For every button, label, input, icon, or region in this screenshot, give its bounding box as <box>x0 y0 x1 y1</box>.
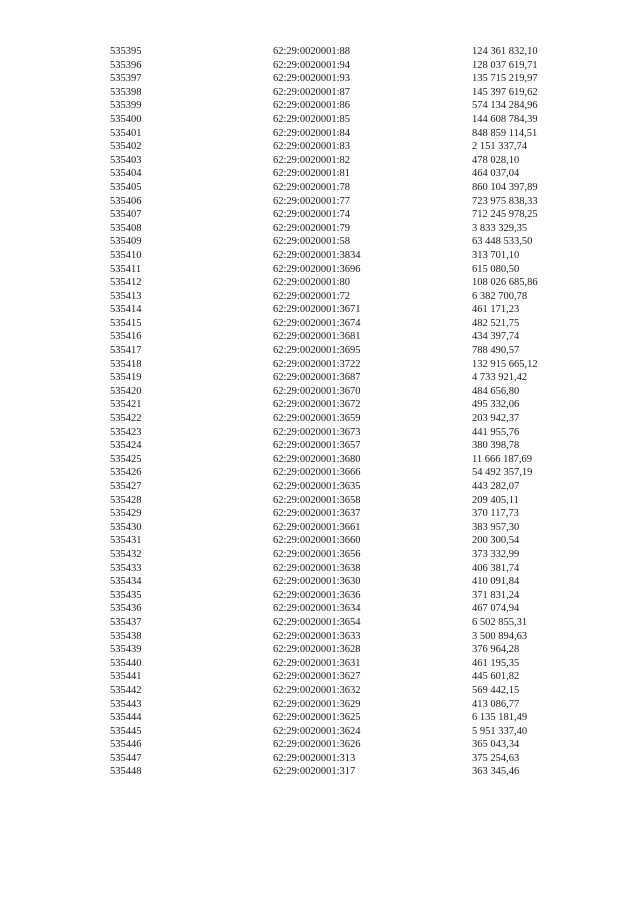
record-number-cell: 535414 <box>110 304 142 316</box>
cadastral-number-cell: 62:29:0020001:84 <box>273 127 351 139</box>
cadastral-number-cell: 62:29:0020001:3654 <box>273 616 361 628</box>
table-row <box>0 208 640 222</box>
table-row <box>0 439 640 453</box>
cadastral-value-cell: 443 282,07 <box>472 481 520 492</box>
table-row <box>0 494 640 508</box>
cadastral-number-cell: 62:29:0020001:3638 <box>273 562 361 574</box>
record-number-cell: 535438 <box>110 630 142 642</box>
table-row <box>0 643 640 657</box>
cadastral-number-cell: 62:29:0020001:3632 <box>273 684 361 696</box>
cadastral-value-cell: 860 104 397,89 <box>472 181 538 193</box>
cadastral-number-cell: 62:29:0020001:3666 <box>273 467 361 479</box>
cadastral-number-cell: 62:29:0020001:3631 <box>273 657 361 669</box>
table-row <box>0 181 640 195</box>
record-number-cell: 535433 <box>110 562 142 574</box>
cadastral-value-cell: 413 086,77 <box>472 698 520 710</box>
table-row <box>0 725 640 739</box>
cadastral-number-cell: 62:29:0020001:3624 <box>273 725 361 737</box>
record-number-cell: 535409 <box>110 236 142 248</box>
table-row <box>0 711 640 725</box>
cadastral-number-cell: 62:29:0020001:3687 <box>273 372 361 384</box>
cadastral-number-cell: 62:29:0020001:81 <box>273 168 351 180</box>
cadastral-value-cell: 209 405,11 <box>472 494 519 506</box>
table-row <box>0 426 640 440</box>
record-number-cell: 535398 <box>110 86 142 98</box>
cadastral-number-cell: 62:29:0020001:3673 <box>273 426 361 438</box>
cadastral-value-cell: 3 833 329,35 <box>472 222 528 234</box>
cadastral-value-cell: 441 955,76 <box>472 426 520 438</box>
record-number-cell: 535427 <box>110 481 142 492</box>
table-row <box>0 317 640 331</box>
record-number-cell: 535435 <box>110 589 142 601</box>
cadastral-value-cell: 406 381,74 <box>472 562 520 574</box>
record-number-cell: 535418 <box>110 358 142 370</box>
record-number-cell: 535397 <box>110 73 142 85</box>
cadastral-value-cell: 203 942,37 <box>472 413 520 425</box>
cadastral-value-cell: 124 361 832,10 <box>472 46 538 57</box>
cadastral-value-table <box>0 45 640 779</box>
cadastral-number-cell: 62:29:0020001:58 <box>273 236 351 248</box>
cadastral-value-cell: 200 300,54 <box>472 535 520 547</box>
table-row <box>0 480 640 494</box>
record-number-cell: 535407 <box>110 209 142 221</box>
record-number-cell: 535410 <box>110 249 142 261</box>
cadastral-value-cell: 723 975 838,33 <box>472 195 538 207</box>
cadastral-value-cell: 495 332,06 <box>472 399 520 411</box>
cadastral-number-cell: 62:29:0020001:3680 <box>273 453 361 465</box>
table-row <box>0 670 640 684</box>
cadastral-value-cell: 4 733 921,42 <box>472 372 528 384</box>
record-number-cell: 535447 <box>110 752 142 764</box>
cadastral-value-cell: 365 043,34 <box>472 739 520 751</box>
cadastral-value-cell: 615 080,50 <box>472 263 520 275</box>
cadastral-number-cell: 62:29:0020001:82 <box>273 154 351 166</box>
table-row <box>0 249 640 263</box>
table-row <box>0 86 640 100</box>
record-number-cell: 535420 <box>110 385 142 397</box>
record-number-cell: 535425 <box>110 453 142 465</box>
cadastral-number-cell: 62:29:0020001:3670 <box>273 385 361 397</box>
record-number-cell: 535441 <box>110 671 142 683</box>
record-number-cell: 535444 <box>110 712 142 724</box>
cadastral-number-cell: 62:29:0020001:74 <box>273 209 351 221</box>
table-row <box>0 548 640 562</box>
cadastral-number-cell: 62:29:0020001:3633 <box>273 630 361 642</box>
record-number-cell: 535408 <box>110 222 142 234</box>
table-row <box>0 358 640 372</box>
table-row <box>0 684 640 698</box>
table-row <box>0 562 640 576</box>
table-row <box>0 657 640 671</box>
cadastral-number-cell: 62:29:0020001:3672 <box>273 399 361 411</box>
cadastral-number-cell: 62:29:0020001:87 <box>273 86 351 98</box>
cadastral-value-cell: 6 502 855,31 <box>472 616 528 628</box>
table-row <box>0 45 640 59</box>
cadastral-number-cell: 62:29:0020001:3659 <box>273 413 361 425</box>
record-number-cell: 535426 <box>110 467 142 479</box>
cadastral-value-cell: 371 831,24 <box>472 589 520 601</box>
cadastral-value-cell: 380 398,78 <box>472 440 520 452</box>
cadastral-value-cell: 478 028,10 <box>472 154 520 166</box>
cadastral-value-cell: 145 397 619,62 <box>472 86 538 98</box>
cadastral-number-cell: 62:29:0020001:3660 <box>273 535 361 547</box>
cadastral-value-cell: 484 656,80 <box>472 385 520 397</box>
table-row <box>0 453 640 467</box>
cadastral-value-cell: 6 382 700,78 <box>472 290 528 302</box>
cadastral-number-cell: 62:29:0020001:3658 <box>273 494 361 506</box>
cadastral-number-cell: 62:29:0020001:3636 <box>273 589 361 601</box>
cadastral-number-cell: 62:29:0020001:3629 <box>273 698 361 710</box>
cadastral-value-cell: 574 134 284,96 <box>472 100 538 112</box>
record-number-cell: 535423 <box>110 426 142 438</box>
table-row <box>0 589 640 603</box>
record-number-cell: 535432 <box>110 548 142 560</box>
record-number-cell: 535413 <box>110 290 142 302</box>
cadastral-value-cell: 3 500 894,63 <box>472 630 528 642</box>
cadastral-number-cell: 62:29:0020001:3628 <box>273 644 361 656</box>
record-number-cell: 535419 <box>110 372 142 384</box>
record-number-cell: 535430 <box>110 521 142 533</box>
cadastral-number-cell: 62:29:0020001:3625 <box>273 712 361 724</box>
table-row <box>0 276 640 290</box>
table-row <box>0 616 640 630</box>
table-row <box>0 507 640 521</box>
table-row <box>0 385 640 399</box>
record-number-cell: 535404 <box>110 168 142 180</box>
cadastral-value-cell: 313 701,10 <box>472 249 520 261</box>
cadastral-value-cell: 410 091,84 <box>472 576 520 588</box>
cadastral-value-cell: 569 442,15 <box>472 684 520 696</box>
cadastral-number-cell: 62:29:0020001:3834 <box>273 249 361 261</box>
cadastral-value-cell: 848 859 114,51 <box>472 127 538 139</box>
cadastral-value-cell: 788 490,57 <box>472 345 520 357</box>
cadastral-value-cell: 5 951 337,40 <box>472 725 528 737</box>
table-row <box>0 765 640 779</box>
cadastral-value-cell: 6 135 181,49 <box>472 712 528 724</box>
record-number-cell: 535443 <box>110 698 142 710</box>
record-number-cell: 535446 <box>110 739 142 751</box>
cadastral-number-cell: 62:29:0020001:3722 <box>273 358 361 370</box>
record-number-cell: 535400 <box>110 113 142 125</box>
cadastral-value-cell: 373 332,99 <box>472 548 520 560</box>
cadastral-number-cell: 62:29:0020001:3656 <box>273 548 361 560</box>
record-number-cell: 535401 <box>110 127 142 139</box>
cadastral-number-cell: 62:29:0020001:3637 <box>273 508 361 520</box>
cadastral-number-cell: 62:29:0020001:3627 <box>273 671 361 683</box>
cadastral-value-cell: 132 915 665,12 <box>472 358 538 370</box>
table-row <box>0 154 640 168</box>
record-number-cell: 535437 <box>110 616 142 628</box>
record-number-cell: 535428 <box>110 494 142 506</box>
record-number-cell: 535440 <box>110 657 142 669</box>
record-number-cell: 535439 <box>110 644 142 656</box>
table-row <box>0 222 640 236</box>
table-row <box>0 140 640 154</box>
table-row <box>0 235 640 249</box>
cadastral-value-cell: 445 601,82 <box>472 671 520 683</box>
cadastral-number-cell: 62:29:0020001:3635 <box>273 481 361 492</box>
cadastral-number-cell: 62:29:0020001:80 <box>273 277 351 289</box>
table-row <box>0 575 640 589</box>
cadastral-number-cell: 62:29:0020001:3674 <box>273 317 361 329</box>
table-row <box>0 398 640 412</box>
table-row <box>0 330 640 344</box>
record-number-cell: 535429 <box>110 508 142 520</box>
cadastral-value-cell: 135 715 219,97 <box>472 73 538 85</box>
cadastral-number-cell: 62:29:0020001:3661 <box>273 521 361 533</box>
cadastral-value-cell: 383 957,30 <box>472 521 520 533</box>
cadastral-number-cell: 62:29:0020001:86 <box>273 100 351 112</box>
cadastral-value-cell: 2 151 337,74 <box>472 141 528 153</box>
cadastral-value-cell: 11 666 187,69 <box>472 453 532 465</box>
cadastral-number-cell: 62:29:0020001:3634 <box>273 603 361 615</box>
record-number-cell: 535424 <box>110 440 142 452</box>
table-row <box>0 412 640 426</box>
cadastral-value-cell: 464 037,04 <box>472 168 520 180</box>
cadastral-value-cell: 434 397,74 <box>472 331 520 343</box>
record-number-cell: 535434 <box>110 576 142 588</box>
record-number-cell: 535448 <box>110 766 142 778</box>
record-number-cell: 535422 <box>110 413 142 425</box>
table-row <box>0 752 640 766</box>
table-row <box>0 738 640 752</box>
cadastral-value-cell: 363 345,46 <box>472 766 520 778</box>
cadastral-value-cell: 376 964,28 <box>472 644 520 656</box>
record-number-cell: 535399 <box>110 100 142 112</box>
table-row <box>0 521 640 535</box>
record-number-cell: 535411 <box>110 263 142 275</box>
record-number-cell: 535421 <box>110 399 142 411</box>
table-row <box>0 59 640 73</box>
table-row <box>0 113 640 127</box>
record-number-cell: 535406 <box>110 195 142 207</box>
record-number-cell: 535416 <box>110 331 142 343</box>
cadastral-number-cell: 62:29:0020001:77 <box>273 195 351 207</box>
record-number-cell: 535402 <box>110 141 142 153</box>
cadastral-value-cell: 461 171,23 <box>472 304 520 316</box>
record-number-cell: 535396 <box>110 59 142 71</box>
cadastral-value-cell: 54 492 357,19 <box>472 467 533 479</box>
record-number-cell: 535405 <box>110 181 142 193</box>
cadastral-number-cell: 62:29:0020001:313 <box>273 752 356 764</box>
table-row <box>0 290 640 304</box>
table-row <box>0 534 640 548</box>
table-row <box>0 195 640 209</box>
cadastral-value-cell: 108 026 685,86 <box>472 277 538 289</box>
cadastral-value-cell: 63 448 533,50 <box>472 236 533 248</box>
cadastral-number-cell: 62:29:0020001:79 <box>273 222 351 234</box>
cadastral-value-cell: 712 245 978,25 <box>472 209 538 221</box>
cadastral-number-cell: 62:29:0020001:88 <box>273 46 351 57</box>
table-row <box>0 371 640 385</box>
cadastral-number-cell: 62:29:0020001:83 <box>273 141 351 153</box>
cadastral-number-cell: 62:29:0020001:78 <box>273 181 351 193</box>
table-row <box>0 344 640 358</box>
cadastral-number-cell: 62:29:0020001:72 <box>273 290 351 302</box>
cadastral-value-cell: 375 254,63 <box>472 752 520 764</box>
table-row <box>0 263 640 277</box>
cadastral-value-cell: 370 117,73 <box>472 508 519 520</box>
cadastral-number-cell: 62:29:0020001:85 <box>273 113 351 125</box>
cadastral-value-cell: 461 195,35 <box>472 657 520 669</box>
table-row <box>0 167 640 181</box>
table-row <box>0 303 640 317</box>
cadastral-number-cell: 62:29:0020001:3695 <box>273 345 361 357</box>
table-row <box>0 698 640 712</box>
table-row <box>0 72 640 86</box>
cadastral-number-cell: 62:29:0020001:3630 <box>273 576 361 588</box>
record-number-cell: 535442 <box>110 684 142 696</box>
cadastral-number-cell: 62:29:0020001:3681 <box>273 331 361 343</box>
cadastral-number-cell: 62:29:0020001:3696 <box>273 263 361 275</box>
cadastral-number-cell: 62:29:0020001:3671 <box>273 304 361 316</box>
cadastral-number-cell: 62:29:0020001:317 <box>273 766 356 778</box>
cadastral-number-cell: 62:29:0020001:3626 <box>273 739 361 751</box>
cadastral-number-cell: 62:29:0020001:94 <box>273 59 351 71</box>
table-row <box>0 602 640 616</box>
cadastral-value-cell: 482 521,75 <box>472 317 520 329</box>
record-number-cell: 535403 <box>110 154 142 166</box>
record-number-cell: 535445 <box>110 725 142 737</box>
table-row <box>0 127 640 141</box>
table-row <box>0 630 640 644</box>
record-number-cell: 535417 <box>110 345 142 357</box>
table-row <box>0 99 640 113</box>
cadastral-value-cell: 128 037 619,71 <box>472 59 538 71</box>
record-number-cell: 535395 <box>110 46 142 57</box>
record-number-cell: 535415 <box>110 317 142 329</box>
cadastral-number-cell: 62:29:0020001:3657 <box>273 440 361 452</box>
cadastral-value-cell: 144 608 784,39 <box>472 113 538 125</box>
cadastral-value-cell: 467 074,94 <box>472 603 520 615</box>
table-row <box>0 466 640 480</box>
record-number-cell: 535436 <box>110 603 142 615</box>
cadastral-number-cell: 62:29:0020001:93 <box>273 73 351 85</box>
record-number-cell: 535412 <box>110 277 142 289</box>
record-number-cell: 535431 <box>110 535 142 547</box>
